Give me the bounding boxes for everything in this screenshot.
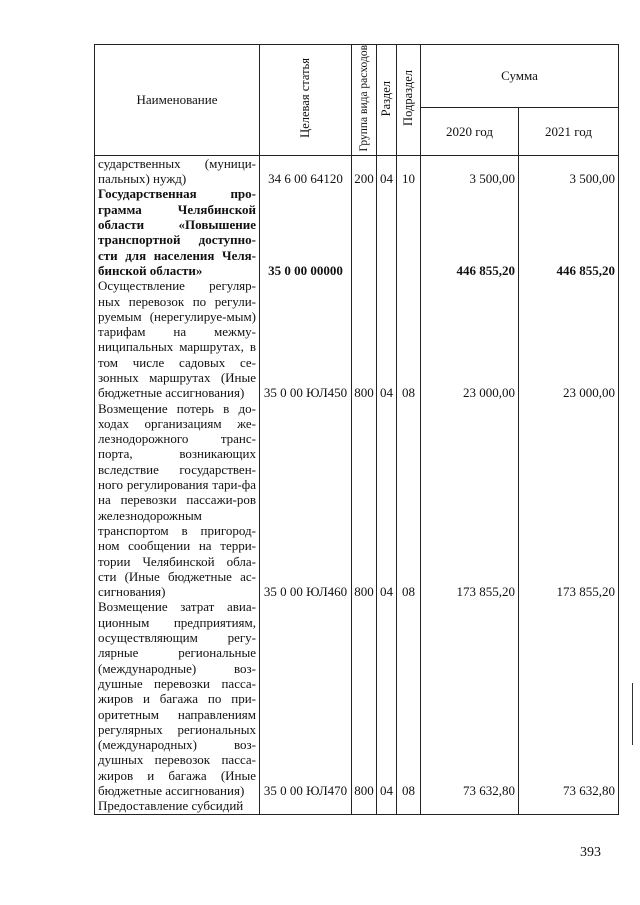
row-subsection: 10: [397, 155, 421, 186]
header-year-2021: 2021 год: [519, 107, 619, 155]
row-subsection: 08: [397, 401, 421, 600]
row-sum-2020: 73 632,80: [421, 599, 519, 798]
row-subsection: [397, 186, 421, 278]
row-sum-2021: 23 000,00: [519, 278, 619, 400]
header-target-article: Целевая статья: [260, 45, 352, 156]
table-row: [95, 401, 619, 600]
table-row: [95, 155, 619, 186]
row-sum-2020: 23 000,00: [421, 278, 519, 400]
row-expense-group: 800: [352, 599, 377, 798]
row-sum-2020: 173 855,20: [421, 401, 519, 600]
row-subsection: 08: [397, 278, 421, 400]
row-section: 04: [377, 278, 397, 400]
row-sum-2020: [421, 798, 519, 814]
row-target-article: 35 0 00 ЮЛ450: [260, 278, 352, 400]
row-subsection: [397, 798, 421, 814]
row-sum-2021: 73 632,80: [519, 599, 619, 798]
row-name: сударственных (муници-пальных) нужд): [95, 155, 260, 186]
row-name: Государственная про-грамма Челябинской области «Повышение транспортной доступно-сти для населения Челя-бинской области»: [95, 186, 260, 278]
row-section: 04: [377, 599, 397, 798]
row-expense-group: [352, 798, 377, 814]
row-sum-2021: [519, 798, 619, 814]
row-target-article: 35 0 00 00000: [260, 186, 352, 278]
table-row: [95, 798, 619, 814]
row-name: Предоставление субсидий: [95, 798, 260, 814]
table-row: [95, 186, 619, 278]
row-target-article: 34 6 00 64120: [260, 155, 352, 186]
budget-table: [94, 44, 619, 815]
header-section: Раздел: [377, 45, 397, 156]
row-expense-group: 800: [352, 401, 377, 600]
row-name: Возмещение затрат авиа-ционным предприятиям, осуществляющим регу-лярные региональные (международные) воз-душные перевозки пасса-жиров и багажа по при-оритетным направлениям регулярных региональных (международных) воз-душных перевозок пасса-жиров и багажа (Иные бюджетные ассигнования): [95, 599, 260, 798]
header-expense-group: Группа вида расходов: [352, 45, 377, 156]
row-section: [377, 186, 397, 278]
scan-edge-line: [632, 683, 633, 745]
row-subsection: 08: [397, 599, 421, 798]
row-sum-2020: 446 855,20: [421, 186, 519, 278]
row-sum-2020: 3 500,00: [421, 155, 519, 186]
table-row: [95, 278, 619, 400]
header-name: Наименование: [95, 45, 260, 156]
row-section: [377, 798, 397, 814]
row-section: 04: [377, 155, 397, 186]
row-expense-group: 800: [352, 278, 377, 400]
row-sum-2021: 3 500,00: [519, 155, 619, 186]
row-sum-2021: 446 855,20: [519, 186, 619, 278]
table-row: [95, 599, 619, 798]
page-number: 393: [580, 845, 601, 860]
row-target-article: [260, 798, 352, 814]
row-name: Возмещение потерь в до-ходах организациям же-лезнодорожного транс-порта, возникающих вследствие государствен-ного регулирования тари-фа на перевозки пассажи-ров железнодорожным транспортом в пригород-ном сообщении на терри-тории Челябинской обла-сти (Иные бюджетные ас-сигнования): [95, 401, 260, 600]
row-name: Осуществление регуляр-ных перевозок по регули-руемым (нерегулируе-мым) тарифам на межму-ниципальных маршрутах, в том числе садовых се-зонных маршрутах (Иные бюджетные ассигнования): [95, 278, 260, 400]
row-target-article: 35 0 00 ЮЛ460: [260, 401, 352, 600]
budget-table-sheet: [94, 44, 618, 815]
header-sum: Сумма: [421, 45, 619, 108]
row-expense-group: 200: [352, 155, 377, 186]
row-expense-group: [352, 186, 377, 278]
row-sum-2021: 173 855,20: [519, 401, 619, 600]
row-target-article: 35 0 00 ЮЛ470: [260, 599, 352, 798]
row-section: 04: [377, 401, 397, 600]
header-subsection: Подраздел: [397, 45, 421, 156]
header-year-2020: 2020 год: [421, 107, 519, 155]
